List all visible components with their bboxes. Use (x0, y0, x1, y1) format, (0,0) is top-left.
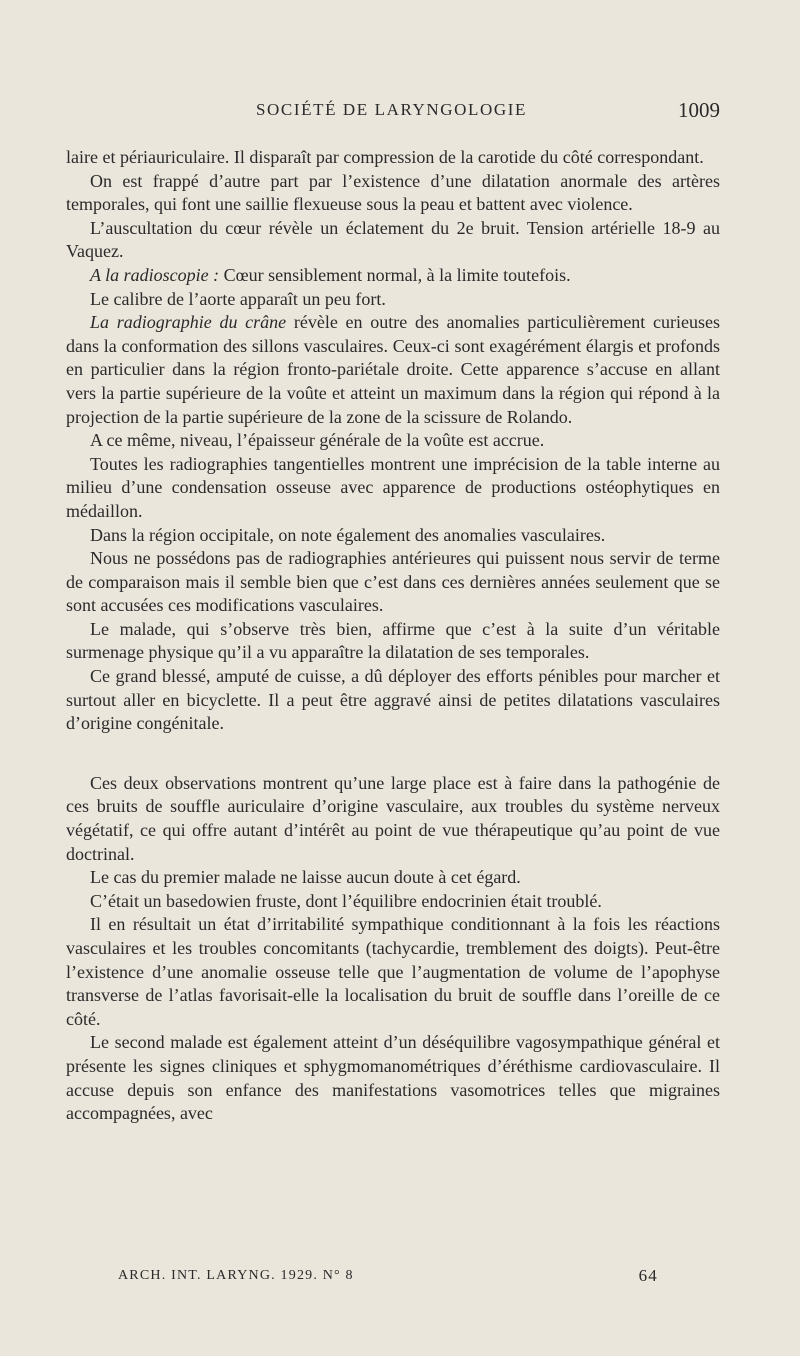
italic-lead: A la radioscopie : (90, 264, 220, 285)
page-footer (118, 1268, 658, 1290)
paragraph: Toutes les radiographies tangentielles montrent une imprécision de la table interne au milieu d’une condensation osseuse avec apparence de productions ostéophytiques en médaillon. (66, 453, 720, 521)
paragraph: Nous ne possédons pas de radiographies antérieures qui puissent nous servir de terme de comparaison mais il semble bien que c’est dans ces dernières années seulement que se sont accusées ces modifications vasculaires. (66, 548, 720, 616)
paragraph: Dans la région occipitale, on note également des anomalies vasculaires. (90, 524, 606, 545)
journal-reference: ARCH. INT. LARYNG. 1929. N° 8 (118, 1268, 354, 1283)
paragraph: Ce grand blessé, amputé de cuisse, a dû déployer des efforts pénibles pour marcher et surtout aller en bicyclette. Il a peut être aggravé ainsi de petites dilatations vasculaires d’origine congénitale. (66, 666, 720, 734)
italic-lead: La radiographie du crâne (90, 312, 287, 333)
paragraph: A ce même, niveau, l’épaisseur générale de la voûte est accrue. (90, 430, 545, 451)
page-number: 1009 (678, 98, 720, 122)
paragraph: Ces deux observations montrent qu’une large place est à faire dans la pathogénie de ces bruits de souffle auriculaire d’origine vasculaire, aux troubles du système nerveux végétatif, ce qui offre autant d’intérêt au point de vue thérapeutique qu’au point de vue doctrinal. (66, 772, 720, 864)
paragraph: L’auscultation du cœur révèle un éclatement du 2e bruit. Tension artérielle 18-9 au Vaquez. (66, 217, 720, 262)
body-text (66, 146, 720, 1126)
paragraph: Le calibre de l’aorte apparaît un peu fort. (90, 288, 386, 309)
running-header (60, 98, 720, 126)
paragraph: A la radioscopie : Cœur sensiblement normal, à la limite toutefois. (90, 264, 571, 285)
paragraph: On est frappé d’autre part par l’existence d’une dilatation anormale des artères temporales, qui font une saillie flexueuse sous la peau et battent avec violence. (66, 170, 720, 215)
paragraph: laire et périauriculaire. Il disparaît par compression de la carotide du côté correspondant. (66, 147, 704, 167)
header-title: SOCIÉTÉ DE LARYNGOLOGIE (256, 100, 527, 119)
signature-mark: 64 (638, 1266, 658, 1285)
paragraph: Le cas du premier malade ne laisse aucun doute à cet égard. (90, 867, 521, 888)
paragraph: Le second malade est également atteint d’un déséquilibre vagosympathique général et présente les signes cliniques et sphygmomanométriques d’éréthisme cardiovasculaire. Il accuse depuis son enfance des manifestations vasomotrices telles que migraines accompagnées, avec (66, 1032, 720, 1124)
paragraph: C’était un basedowien fruste, dont l’équilibre endocrinien était troublé. (90, 890, 602, 911)
paragraph: Il en résultait un état d’irritabilité sympathique conditionnant à la fois les réactions vasculaires et les troubles concomitants (tachycardie, tremblement des doigts). Peut-être l’existence d’une anomalie osseuse telle que l’augmentation de volume de l’apophyse transverse de l’atlas favorisait-elle la localisation du bruit de souffle dans l’oreille de ce côté. (66, 914, 720, 1029)
paragraph: Le malade, qui s’observe très bien, affirme que c’est à la suite d’un véritable surmenage physique qu’il a vu apparaître la dilatation de ses temporales. (66, 618, 720, 663)
paragraph: La radiographie du crâne révèle en outre des anomalies particulièrement curieuses dans la conformation des sillons vasculaires. Ceux-ci sont exagérément élargis et profonds en particulier dans la région fronto-pariétale droite. Cette apparence s’accuse en allant vers la partie supérieure de la voûte et atteint un maximum dans la région qui répond à la projection de la partie supérieure de la zone de la scissure de Rolando. (66, 312, 720, 427)
